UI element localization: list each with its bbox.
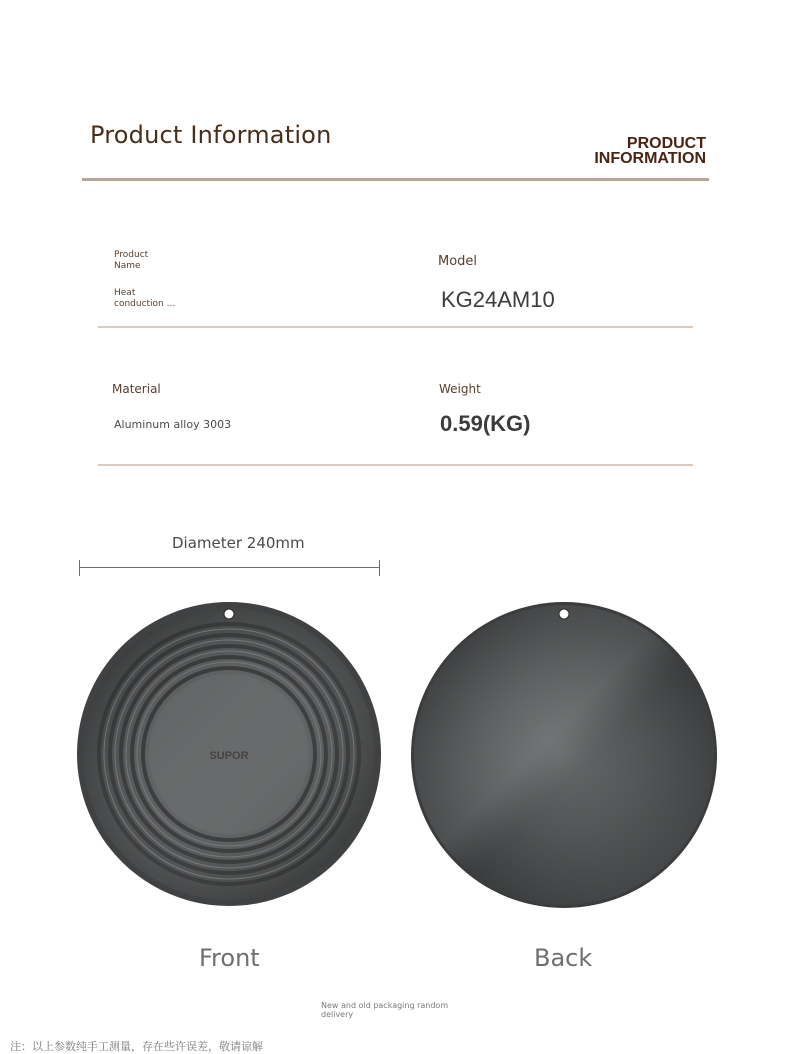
page-title-en	[594, 136, 706, 166]
back-disk-image	[410, 601, 718, 909]
brand-mark: SUPOR	[209, 750, 249, 762]
title-en-line-1: PRODUCT	[626, 135, 706, 152]
dimension-tick-right	[379, 560, 380, 576]
diameter-label: Diameter 240mm	[172, 534, 305, 552]
packaging-note	[321, 1001, 461, 1019]
back-label: Back	[534, 944, 593, 972]
row-divider-1	[98, 326, 693, 328]
weight-label: Weight	[439, 382, 481, 396]
packaging-note-line-2: delivery	[321, 1010, 354, 1019]
material-value: Aluminum alloy 3003	[114, 418, 232, 431]
title-en-line-2: INFORMATION	[594, 150, 706, 167]
product-name-label-line-1: Product	[114, 250, 149, 260]
dimension-line	[79, 567, 380, 568]
front-label: Front	[199, 944, 260, 972]
weight-value: 0.59(KG)	[440, 411, 531, 436]
row-divider-2	[98, 464, 693, 466]
packaging-note-line-1: New and old packaging random	[321, 1001, 449, 1010]
model-value: KG24AM10	[441, 287, 555, 312]
dimension-tick-left	[79, 560, 80, 576]
product-name-value-line-2: conduction ...	[114, 299, 176, 309]
model-label: Model	[438, 254, 478, 269]
product-name-label	[114, 250, 148, 272]
material-label: Material	[112, 382, 161, 396]
header-divider	[82, 178, 709, 181]
product-name-value-line-1: Heat	[114, 288, 136, 298]
page-title: Product Information	[90, 121, 332, 149]
front-disk-image	[76, 601, 382, 907]
product-name-value	[114, 288, 175, 310]
product-name-label-line-2: Name	[114, 261, 141, 271]
disclaimer-note: 注：以上参数纯手工测量，存在些许误差，敬请谅解	[10, 1040, 263, 1053]
